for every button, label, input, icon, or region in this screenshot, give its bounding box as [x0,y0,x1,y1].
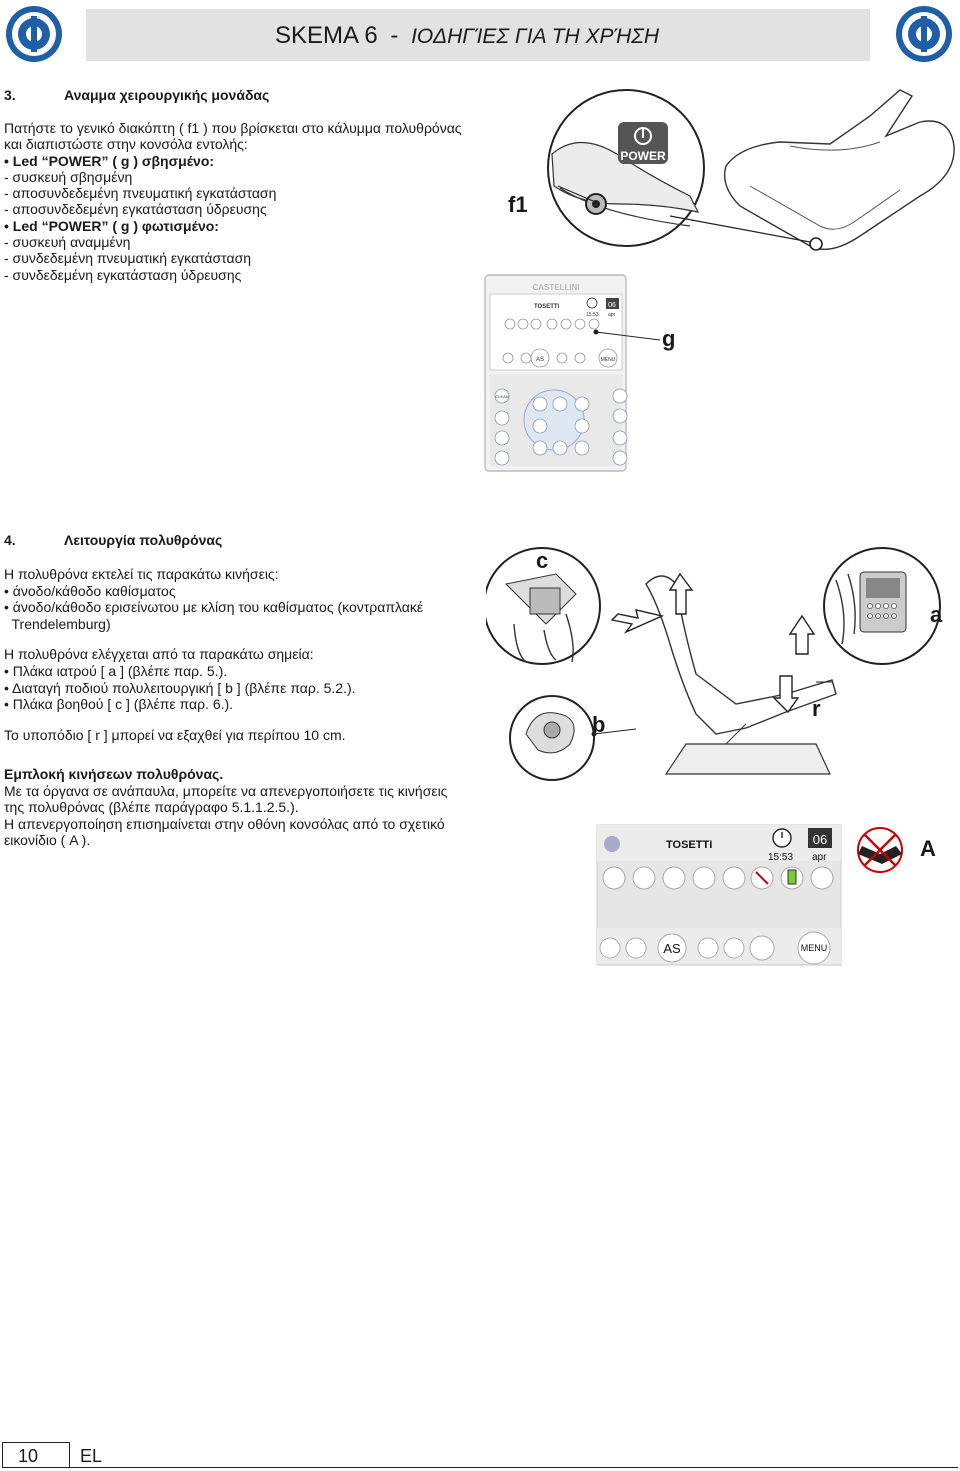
text-line: - συνδεδεμένη πνευματική εγκατάσταση [4,250,252,267]
screen-menu-button: MENU [800,943,828,953]
text-line: Η πολυθρόνα εκτελεί τις παρακάτω κινήσεις: [4,566,279,582]
control-console-illustration [484,274,660,474]
text-line: Με τα όργανα σε ανάπαυλα, μπορείτε να απενεργοποιήσετε τις κινήσεις [4,782,448,799]
text-line: της πολυθρόνας (βλέπε παράγραφο 5.1.1.2.5.). [4,799,299,816]
text-line: - αποσυνδεδεμένη πνευματική εγκατάσταση [4,185,277,202]
console-month: apr [608,312,616,318]
text-line: • Led “POWER” ( g ) φωτισμένο: [4,217,219,234]
console-brand: CASTELLINI [532,283,580,292]
screen-patient: TOSETTI [666,839,713,851]
text-line: Πατήστε το γενικό διακόπτη ( f1 ) που βρίσκεται στο κάλυμμα πολυθρόνας [4,120,462,136]
text-line: εικονίδιο ( A ). [4,832,91,849]
f1-callout: f1 [508,192,528,217]
screen-day: 06 [812,832,828,847]
text-line [4,632,423,646]
text-line [4,713,423,727]
console-menu-button: MENU [600,357,616,363]
section-4-heading: 4. Λειτουργία πολυθρόνας [4,532,223,548]
console-day: 06 [608,302,616,309]
section-3-text [4,120,462,283]
b-callout: b [592,712,606,737]
text-line: • Διαταγή ποδιού πολυλειτουργική [ b ] (βλέπε παρ. 5.2.). [4,679,356,696]
text-line: • άνοδο/κάθοδο ερισείνωτου με κλίση του καθίσματος (κοντραπλακέ [4,599,424,616]
text-line: Η πολυθρόνα ελέγχεται από τα παρακάτω σημεία: [4,646,314,663]
dental-chair-illustration [486,544,956,794]
console-as-button: AS [535,357,545,363]
a-callout: a [930,602,943,627]
section-3-heading: 3. Αναμμα χειρουργικής μονάδας [4,87,270,103]
chair-lock-icon [858,828,902,872]
text-line: • άνοδο/κάθοδο καθίσματος [4,582,176,599]
text-line: • Πλάκα βοηθού [ c ] (βλέπε παρ. 6.). [4,696,234,713]
text-line: - συσκευή αναμμένη [4,234,131,251]
lock-text [4,766,447,849]
g-callout: g [662,326,676,351]
console-screen-illustration [596,824,946,968]
text-line: Η απενεργοποίηση επισημαίνεται στην οθόνη κονσόλας από το σχετικό [4,815,445,832]
castellini-logo [4,4,64,64]
text-line: • Πλάκα ιατρού [ a ] (βλέπε παρ. 5.). [4,662,228,679]
text-line: Trendelemburg) [4,615,111,632]
text-line: - αποσυνδεδεμένη εγκατάσταση ύδρευσης [4,201,267,218]
power-switch-illustration [540,86,958,286]
text-line: - συνδεδεμένη εγκατάσταση ύδρευσης [4,266,242,283]
c-callout: c [536,548,549,573]
lock-heading: Εμπλοκή κινήσεων πολυθρόνας. [4,766,224,782]
console-clean-button: CLEAN [495,394,509,399]
castellini-logo [894,4,954,64]
text-line: Το υποπόδιο [ r ] μπορεί να εξαχθεί για περίπου 10 cm. [4,726,346,743]
console-patient: TOSETTI [534,304,560,310]
text-line: • Led “POWER” ( g ) σβησμένο: [4,152,215,169]
page-number: 10 [18,1446,39,1466]
r-callout: r [812,696,821,721]
text-line: και διαπιστώστε στην κονσόλα εντολής: [4,136,248,153]
screen-month: apr [812,852,827,863]
footer-rule [70,1467,958,1468]
A-callout: A [920,836,936,861]
text-line: - συσκευή σβησμένη [4,168,133,185]
power-label: POWER [620,149,666,163]
section-4-text [4,566,423,743]
header-title: SKEMA 6 - ΙΟΔΗΓΊΕΣ ΓΙΑ ΤΗ ΧΡΉΣΗ [275,22,660,49]
screen-time: 15:53 [768,852,794,863]
console-time: 15:53 [586,312,599,318]
language-code: EL [80,1446,103,1466]
screen-as-button: AS [663,941,681,956]
